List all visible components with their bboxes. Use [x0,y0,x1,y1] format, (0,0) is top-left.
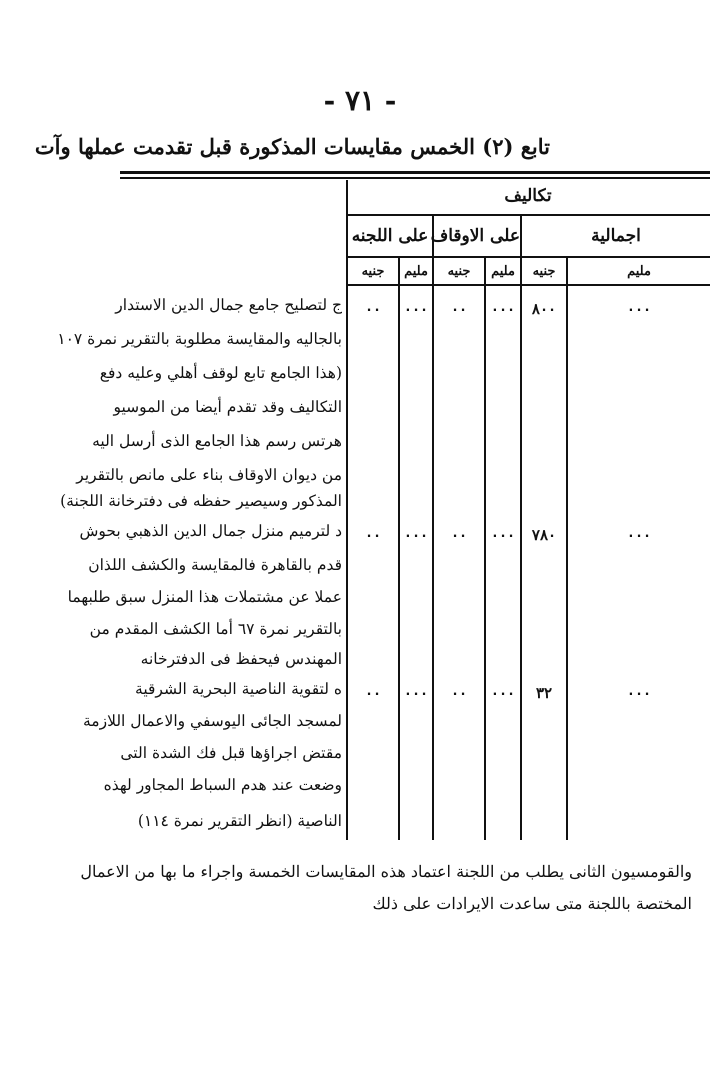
column-header-awqaf: على الاوقاف [430,226,520,246]
subheader-lajna-pound: جنيه [361,264,385,279]
column-header-lajna: على اللجنه [351,226,429,246]
row3-total-pound: ٣٢ [535,684,553,702]
row3-description-line: لمسجد الجائى اليوسفي والاعمال اللازمة [82,712,342,730]
row2-lajna-millim: ٠٠٠ [403,526,429,544]
row1-description-line: بالجاليه والمقايسة مطلوبة بالتقرير نمرة ١٠٧ [57,330,342,348]
row2-lajna-pound: ٠٠ [364,526,382,544]
group-header: تكاليف [504,186,552,206]
row1-description-line: التكاليف وقد تقدم أيضا من الموسيو [113,398,342,416]
subheader-lajna-millim: مليم [404,264,428,279]
row2-description-line: قدم بالقاهرة فالمقايسة والكشف اللذان [88,556,342,574]
row2-description-line: بالتقرير نمرة ٦٧ أما الكشف المقدم من [89,620,342,638]
row3-total-millim: ٠٠٠ [626,684,652,702]
table-border-left [346,180,348,840]
header-line-1 [346,214,710,216]
row3-description-line: ه لتقوية الناصية البحرية الشرقية [135,680,342,698]
row2-awqaf-millim: ٠٠٠ [490,526,516,544]
subheader-awqaf-millim: مليم [491,264,515,279]
sub-divider-3 [566,258,568,840]
footer-line: والقومسيون الثانى يطلب من اللجنة اعتماد هذه المقايسات الخمسة واجراء ما بها من الاعمال [80,862,692,881]
sub-divider-1 [398,258,400,840]
page-number: - ٧١ - [323,84,397,117]
row1-description-line: المذكور وسيصير حفظه فى دفترخانة اللجنة) [60,492,342,510]
row2-awqaf-pound: ٠٠ [450,526,468,544]
row1-lajna-pound: ٠٠ [364,300,382,318]
subheader-total-pound: جنيه [532,264,556,279]
row3-description-line: مقتض اجراؤها قبل فك الشدة التى [120,744,342,762]
page-title: تابع (٢) الخمس مقايسات المذكورة قبل تقدمت عملها وآت [34,134,550,159]
row1-awqaf-millim: ٠٠٠ [490,300,516,318]
row1-description-line: من ديوان الاوقاف بناء على مانص بالتقرير [76,466,342,484]
header-rule-thin [120,177,710,179]
row1-description-line: هرتس رسم هذا الجامع الذى أرسل اليه [92,432,342,450]
subheader-total-millim: ملیم [627,264,651,279]
row1-awqaf-pound: ٠٠ [450,300,468,318]
header-line-2 [346,256,710,258]
row2-total-pound: ٧٨٠ [531,526,557,544]
row2-description-line: عملا عن مشتملات هذا المنزل سبق طلبهما [67,588,342,606]
row1-lajna-millim: ٠٠٠ [403,300,429,318]
column-header-total: اجمالية [591,226,641,246]
header-line-3 [346,284,710,286]
sub-divider-2 [484,258,486,840]
header-rule-thick [120,171,710,174]
row3-awqaf-pound: ٠٠ [450,684,468,702]
row1-total-pound: ٨٠٠ [531,300,557,318]
row3-description-line: الناصية (انظر التقرير نمرة ١١٤) [137,812,342,830]
row2-total-millim: ٠٠٠ [626,526,652,544]
row2-description-line: المهندس فيحفظ فى الدفترخانه [140,650,342,668]
subheader-awqaf-pound: جنيه [447,264,471,279]
row1-description-line: (هذا الجامع تابع لوقف أهلي وعليه دفع [99,364,342,382]
row2-description-line: د لترميم منزل جمال الدين الذهبي بحوش [79,522,342,540]
row3-lajna-pound: ٠٠ [364,684,382,702]
footer-line: المختصة باللجنة متى ساعدت الايرادات على ذلك [372,894,692,913]
row3-description-line: وضعت عند هدم السباط المجاور لهذه [103,776,342,794]
row1-description-line: ج لتصليح جامع جمال الدين الاستدار [115,296,342,314]
row3-lajna-millim: ٠٠٠ [403,684,429,702]
row1-total-millim: ٠٠٠ [626,300,652,318]
row3-awqaf-millim: ٠٠٠ [490,684,516,702]
